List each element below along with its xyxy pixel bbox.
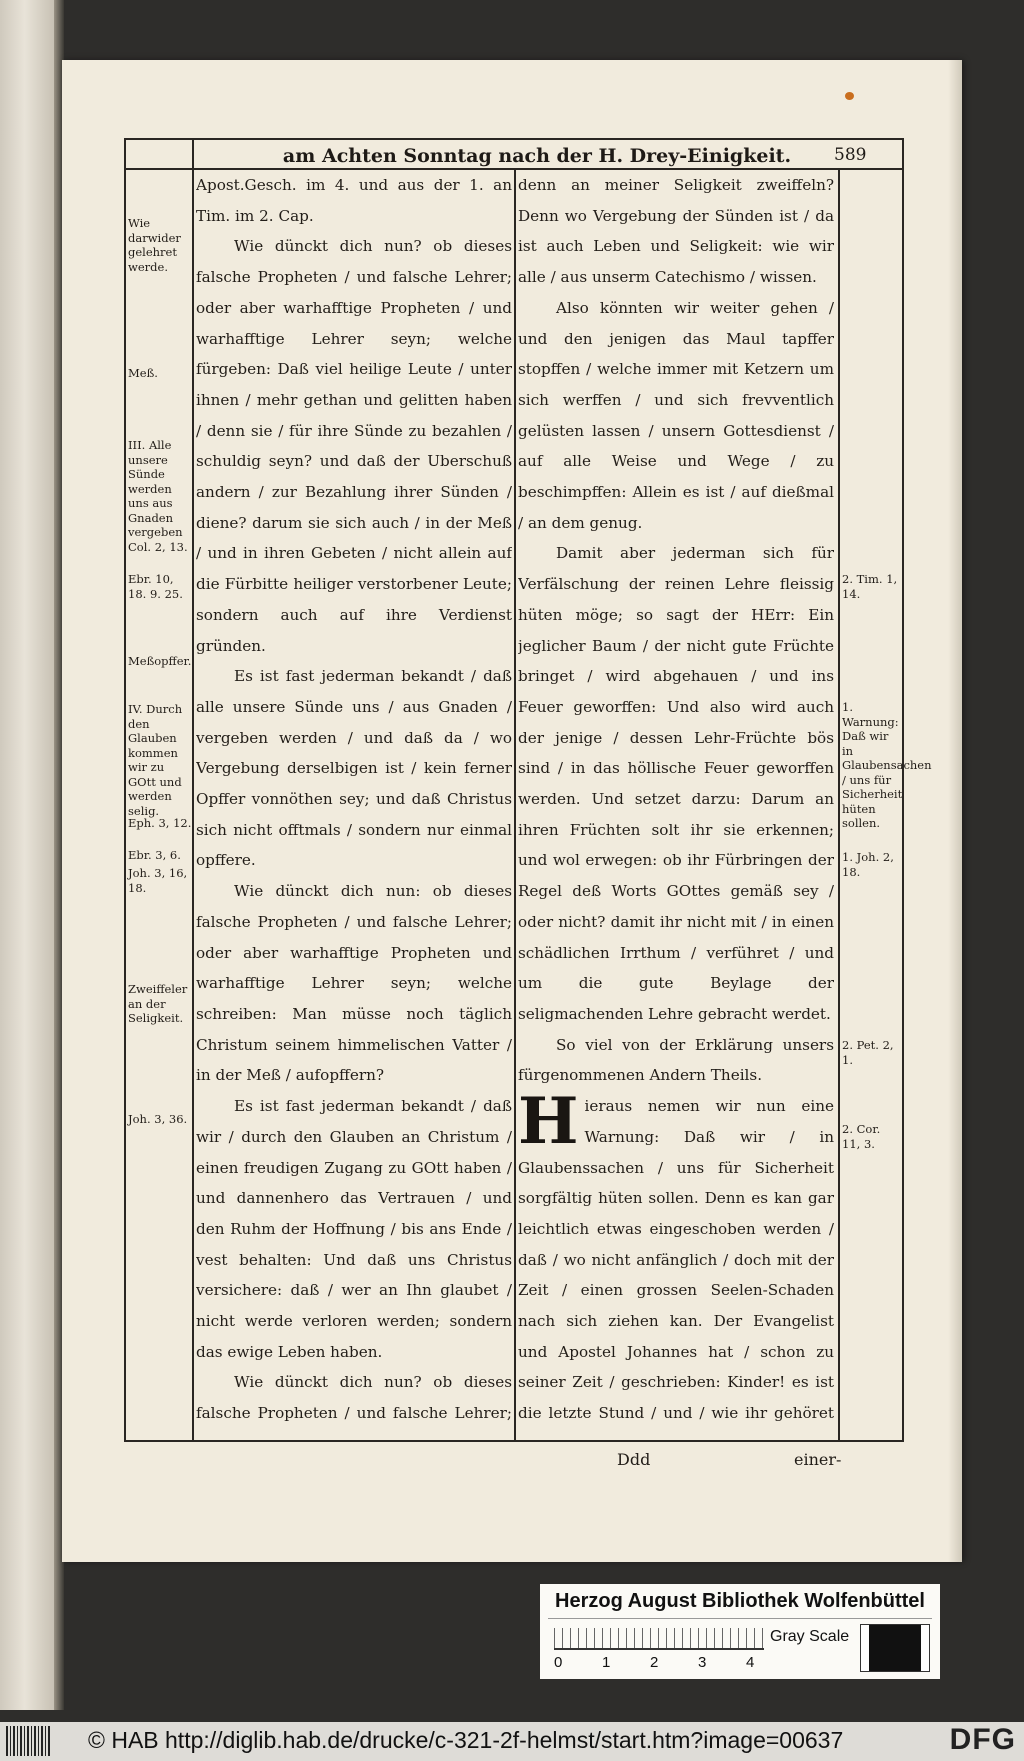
dfg-logo: DFG — [949, 1723, 1016, 1756]
margin-note: Joh. 3, 36. — [128, 1112, 188, 1126]
margin-note: Col. 2, 13. — [128, 540, 188, 554]
paragraph: Es ist fast jederman bekandt / daß alle unsere Sünde uns / aus Gnaden / vergeben werden / und daß da / wo Vergebung derselbigen ist / kein ferner Opffer vonnöthen sey; und daß Christus sich nicht offtmals / sondern nur einmal opffere. — [196, 667, 512, 870]
footer-bar — [0, 1722, 1024, 1761]
margin-note: Ebr. 10, 18. 9. 25. — [128, 572, 183, 601]
left-margin-rule — [192, 138, 194, 1440]
page-number: 589 — [834, 145, 867, 165]
paragraph: Damit aber jederman sich für Verfälschung der reinen Lehre fleissig hüten möge; so sagt der HErr: Ein jeglicher Baum / der nicht gute Früchte bringet / wird abgehauen / und ins Feuer geworffen: Und also wird auch der jenige / dessen Lehr-Früchte bös sind / in das höllische Feuer geworffen werden. Und setzet darzu: Darum an ihren Früchten solt ihr sie erkennen; und wol erwegen: ob ihr Fürbringen der Regel deß Worts GOttes gemäß sey / oder nicht? damit ihr nicht mit / in einen schädlichen Irrthum / verführet / und um die gute Beylage der seligmachenden Lehre gebracht werdet. — [518, 544, 834, 1023]
margin-note: III. Alle unsere Sünde werden uns aus Gnaden vergeben — [128, 438, 183, 539]
source-link[interactable]: © HAB http://diglib.hab.de/drucke/c-321-2f-helmst/start.htm?image=00637 — [88, 1727, 844, 1753]
scale-number: 2 — [650, 1654, 659, 1671]
library-banner — [540, 1584, 940, 1679]
gray-scale-patch — [860, 1624, 930, 1672]
scale-number: 3 — [698, 1654, 707, 1671]
margin-note: Joh. 3, 16, 18. — [128, 866, 188, 895]
left-text-column — [196, 170, 512, 1432]
library-name: Herzog August Bibliothek Wolfenbüttel — [555, 1590, 925, 1612]
paragraph-text: ieraus nemen wir nun eine Warnung: Daß wir / in Glaubenssachen / uns für Sicherheit sorgfältig hüten sollen. Denn es kan gar leichtlich etwas eingeschoben werden / daß / wo nicht anfänglich / doch mit der Zeit / einen grossen Seelen-Schaden nach sich ziehen kan. Der Evangelist und Apostel Johannes hat / schon zu seiner Zeit / geschrieben: Kinder! es ist die letzte Stund / und / wie ihr gehöret — [518, 1097, 834, 1423]
paragraph: Wie dünckt dich nun: ob dieses falsche Propheten / und falsche Lehrer; oder aber warhafftige Propheten und warhafftige Lehrer seyn; welche schreiben: Man müsse noch täglich Christum seinem himmelischen Vatter / in der Meß / aufopffern? — [196, 882, 512, 1085]
catchword-next: einer- — [794, 1450, 842, 1469]
scale-number: 4 — [746, 1654, 755, 1671]
margin-note: 2. Cor. 11, 3. — [842, 1122, 881, 1151]
margin-note: 1. Joh. 2, 18. — [842, 850, 894, 879]
column-divider — [514, 168, 516, 1440]
book-page — [62, 60, 962, 1562]
measurement-scale — [554, 1628, 764, 1650]
paragraph: So viel von der Erklärung unsers fürgenommenen Andern Theils. — [518, 1035, 834, 1085]
banner-divider — [548, 1618, 932, 1619]
paragraph: denn an meiner Seligkeit zweiffeln? Denn wo Vergebung der Sünden ist / da ist auch Leben und Seligkeit: wie wir alle / aus unserm Catechismo / wissen. — [518, 176, 834, 287]
margin-note: Eph. 3, 12. — [128, 816, 192, 830]
margin-note: IV. Durch den Glauben kommen wir zu GOtt und werden selig. — [128, 702, 183, 818]
book-binding — [0, 0, 62, 1710]
margin-note: Ebr. 3, 6. — [128, 848, 181, 862]
drop-cap: H — [518, 1084, 579, 1160]
paragraph: Wie dünckt dich nun? ob dieses falsche Propheten / und falsche Lehrer; oder aber warhafftige Propheten / und warhafftige Lehrer seyn; welche fürgeben: Daß viel heilige Leute / unter ihnen / mehr gethan und gelitten haben / denn sie / für ihre Sünde zu bezahlen / schuldig seyn? und daß der Uberschuß andern / zur Bezahlung ihrer Sünden / diene? darum sie sich auch / in der Meß / und in ihren Gebeten / nicht allein auf die Fürbitte heiliger verstorbener Leute; sondern auch auf ihre Verdienst gründen. — [196, 237, 512, 655]
scale-number: 0 — [554, 1654, 563, 1671]
right-text-column — [518, 170, 834, 1432]
margin-note: Meßopffer. — [128, 654, 192, 668]
page-stain — [845, 92, 854, 100]
margin-note: Meß. — [128, 366, 158, 380]
scale-number: 1 — [602, 1654, 611, 1671]
margin-note: Zweiffeler an der Seligkeit. — [128, 982, 188, 1025]
paragraph: Es ist fast jederman bekandt / daß wir / durch den Glauben an Christum / einen freudigen Zugang zu GOtt haben / und dannenhero das Vertrauen / und den Ruhm der Hoffnung / bis ans Ende / vest behalten: Und daß uns Christus versichere: daß / wer an Ihn glaubet / nicht werde verloren werden; sondern das ewige Leben haben. — [196, 1097, 512, 1361]
margin-note: 2. Tim. 1, 14. — [842, 572, 898, 601]
margin-note: 2. Pet. 2, 1. — [842, 1038, 894, 1067]
gray-scale-label: Gray Scale — [770, 1628, 850, 1645]
barcode-icon — [6, 1726, 50, 1756]
margin-note: Wie darwider gelehret werde. — [128, 216, 181, 274]
paragraph-with-initial — [518, 1084, 834, 1432]
paragraph: Wie dünckt dich nun? ob dieses falsche Propheten / und falsche Lehrer; — [196, 1373, 512, 1423]
right-margin-rule — [838, 168, 840, 1440]
margin-note: 1. Warnung: Daß wir in Glaubensachen / uns für Sicherheit hüten sollen. — [842, 700, 932, 830]
paragraph: Apost.Gesch. im 4. und aus der 1. an Tim. im 2. Cap. — [196, 176, 512, 225]
paragraph: Also könnten wir weiter gehen / und den jenigen das Maul tapffer stopffen / welche immer mit Ketzern um sich werffen / und sich frevventlich gelüsten lassen / unsern Gottesdienst / auf alle Weise und Wege / zu beschimpffen: Allein es ist / auf dießmal / an dem genug. — [518, 298, 834, 532]
catchword: Ddd — [617, 1450, 651, 1469]
running-head: am Achten Sonntag nach der H. Drey-Einigkeit. — [282, 145, 792, 167]
